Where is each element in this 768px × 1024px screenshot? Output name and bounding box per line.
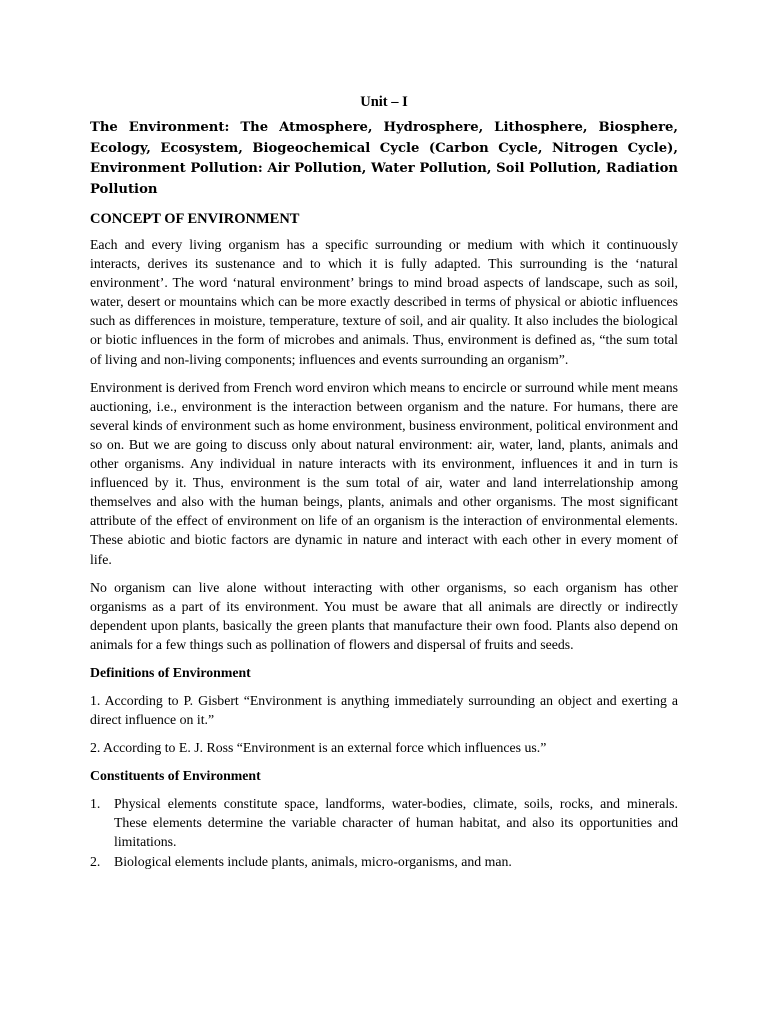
constituents-list — [90, 794, 678, 870]
unit-title: Unit – I — [360, 94, 408, 110]
paragraph-2: Environment is derived from French word environ which means to encircle or surround while ment means auctioning, i.e., environment is the interaction between organism and the nature. For humans, there are several kinds of environment such as home environment, business environment, political environment and so on. But we are going to discuss only about natural environment: air, water, land, plants, animals and other organisms. Any individual in nature interacts with its environment, influences it and in turn is influenced by it. Thus, environment is the sum total of air, water and land interrelationship among themselves and also with the human beings, plants, animals and other organisms. The most significant attribute of the effect of environment on life of an organism is the interaction of environmental elements. These abiotic and biotic factors are dynamic in nature and interact with each other in every moment of life. — [90, 379, 678, 567]
definition-item: 2. According to E. J. Ross “Environment is an external force which influences us.” — [90, 740, 547, 756]
paragraph-1: Each and every living organism has a specific surrounding or medium with which it continuously interacts, derives its sustenance and to which it is fully adapted. This surrounding is the ‘natural environment’. The word ‘natural environment’ brings to mind broad aspects of landscape, such as soil, water, desert or mountains which can be more exactly described in terms of physical or abiotic influences such as differences in moisture, temperature, texture of soil, and air quality. It also includes the biological or biotic influences in the form of microbes and animals. Thus, environment is defined as, “the sum total of living and non-living components; influences and events surrounding an organism”. — [90, 237, 678, 367]
constituents-heading: Constituents of Environment — [90, 768, 261, 784]
section-heading: CONCEPT OF ENVIRONMENT — [90, 211, 300, 227]
list-item-text: Biological elements include plants, animals, micro-organisms, and man. — [114, 853, 512, 869]
list-item-text: Physical elements constitute space, landforms, water-bodies, climate, soils, rocks, and minerals. These elements determine the variable character of human habitat, and also its opportunities and limitations. — [114, 796, 678, 850]
chapter-title: The Environment: The Atmosphere, Hydrosphere, Lithosphere, Biosphere, Ecology, Ecosystem, Biogeochemical Cycle (Carbon Cycle, Nitrogen Cycle), Environment Pollution: Air Pollution, Water Pollution, Soil Pollution, Radiation Pollution — [90, 120, 678, 197]
definitions-heading: Definitions of Environment — [90, 664, 251, 680]
list-item — [90, 794, 678, 851]
document-page — [90, 92, 678, 871]
list-item-number: 2. — [90, 853, 101, 869]
list-item-number: 1. — [90, 796, 101, 812]
list-item — [90, 852, 678, 871]
paragraph-3: No organism can live alone without interacting with other organisms, so each organism has other organisms as a part of its environment. You must be aware that all animals are directly or indirectly dependent upon plants, basically the green plants that manufacture their own food. Plants also depend on animals for a few things such as pollination of flowers and dispersal of fruits and seeds. — [90, 579, 678, 652]
definition-item: 1. According to P. Gisbert “Environment is anything immediately surrounding an object and exerting a direct influence on it.” — [90, 692, 678, 728]
